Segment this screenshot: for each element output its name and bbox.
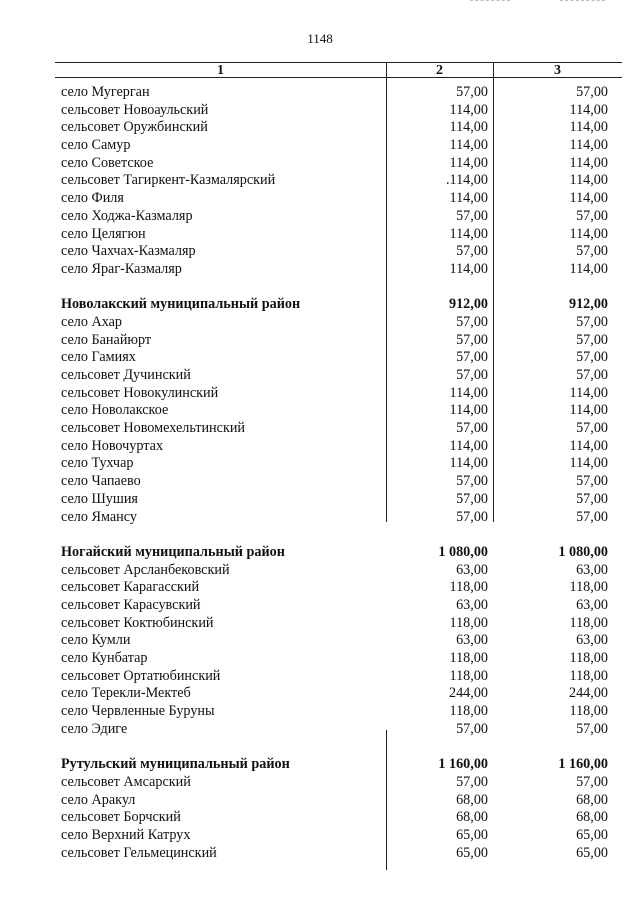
amount-column-2: 114,00	[449, 225, 488, 242]
amount-column-2: 65,00	[456, 844, 488, 861]
settlement-name: сельсовет Ортатюбинский	[61, 667, 221, 684]
amount-column-2: 57,00	[456, 349, 488, 366]
amount-column-3: 118,00	[569, 579, 608, 596]
table-row	[55, 615, 622, 633]
table-row	[55, 438, 622, 456]
amount-column-2: 57,00	[456, 243, 488, 260]
amount-column-2: 118,00	[449, 650, 488, 666]
district-row	[55, 296, 622, 314]
column-header-3: 3	[554, 63, 561, 78]
amount-column-3: 57,00	[576, 84, 608, 100]
settlement-name: сельсовет Борчский	[61, 809, 181, 826]
amount-column-3: 1 080,00	[558, 543, 608, 560]
amount-column-3: 63,00	[576, 596, 608, 613]
table-row	[55, 190, 622, 208]
table-row	[55, 703, 622, 721]
settlement-name: село Шушия	[61, 490, 138, 507]
amount-column-2: 63,00	[456, 632, 488, 649]
settlement-name: Ногайский муниципальный район	[61, 543, 285, 560]
settlement-name: село Советское	[61, 154, 154, 171]
settlement-name: село Чапаево	[61, 473, 141, 490]
amount-column-2: 118,00	[449, 614, 488, 631]
settlement-name: село Целягюн	[61, 225, 146, 242]
settlement-name: село Ходжа-Казмаляр	[61, 207, 193, 224]
amount-column-2: 57,00	[456, 508, 488, 525]
settlement-name: село Яраг-Казмаляр	[61, 260, 182, 277]
table-row	[55, 243, 622, 261]
amount-column-3: 114,00	[569, 402, 608, 419]
amount-column-3: 57,00	[576, 508, 608, 525]
scan-edge-mark	[560, 0, 605, 2]
amount-column-3: 57,00	[576, 490, 608, 507]
table-row	[55, 332, 622, 350]
table-row	[55, 420, 622, 438]
amount-column-3: 57,00	[576, 313, 608, 330]
amount-column-3: 57,00	[576, 331, 608, 348]
table-row	[55, 774, 622, 792]
amount-column-3: 244,00	[568, 685, 608, 702]
amount-column-3: 114,00	[569, 119, 608, 136]
district-row	[55, 544, 622, 562]
amount-column-2: 57,00	[456, 773, 488, 790]
settlement-name: село Тухчар	[61, 455, 134, 472]
table-row	[55, 208, 622, 226]
amount-column-3: 57,00	[576, 420, 608, 437]
amount-column-3: 65,00	[576, 826, 608, 843]
table-row	[55, 455, 622, 473]
amount-column-2: 57,00	[456, 313, 488, 330]
table-row	[55, 509, 622, 527]
amount-column-2: 57,00	[456, 367, 488, 383]
amount-column-2: 118,00	[449, 579, 488, 596]
settlement-name: село Новолакское	[61, 402, 169, 419]
amount-column-3: 57,00	[576, 207, 608, 224]
amount-column-2: 57,00	[456, 473, 488, 490]
table-row	[55, 314, 622, 332]
amount-column-2: 114,00	[449, 154, 488, 171]
amount-column-3: 114,00	[569, 101, 608, 118]
settlement-name: село Терекли-Мектеб	[61, 685, 191, 702]
table-row	[55, 562, 622, 580]
amount-column-3: 118,00	[569, 614, 608, 631]
settlement-name: село Банайюрт	[61, 331, 152, 348]
amount-column-2: 114,00	[449, 137, 488, 154]
table-body	[55, 84, 622, 862]
amount-column-3: 114,00	[569, 455, 608, 472]
amount-column-3: 118,00	[569, 650, 608, 666]
settlement-name: село Червленные Буруны	[61, 703, 215, 720]
district-row	[55, 756, 622, 774]
settlement-name: село Филя	[61, 190, 124, 207]
amount-column-3: 118,00	[569, 667, 608, 684]
amount-column-2: 114,00	[449, 119, 488, 136]
table-row	[55, 668, 622, 686]
amount-column-2: 244,00	[448, 685, 488, 702]
settlement-name: село Самур	[61, 137, 131, 154]
column-header-1: 1	[217, 63, 224, 78]
settlement-name: сельсовет Амсарский	[61, 773, 191, 790]
table-row	[55, 119, 622, 137]
table-row	[55, 172, 622, 190]
settlement-name: сельсовет Оружбинский	[61, 119, 208, 136]
table-row	[55, 137, 622, 155]
amount-column-2: 114,00	[449, 260, 488, 277]
amount-column-2: 68,00	[456, 809, 488, 826]
table-row	[55, 721, 622, 739]
table-row	[55, 491, 622, 509]
amount-column-3: 63,00	[576, 632, 608, 649]
amount-column-2: 114,00	[449, 402, 488, 419]
amount-column-2: 63,00	[456, 596, 488, 613]
settlement-name: село Кумли	[61, 632, 131, 649]
table-row	[55, 349, 622, 367]
amount-column-2: 114,00	[449, 101, 488, 118]
settlement-name: село Аракул	[61, 791, 136, 808]
amount-column-2: 57,00	[456, 720, 488, 737]
table-row	[55, 473, 622, 491]
amount-column-3: 57,00	[576, 367, 608, 383]
table-row	[55, 827, 622, 845]
settlement-name: сельсовет Карагасский	[61, 579, 200, 596]
amount-column-3: 114,00	[569, 137, 608, 154]
table-spacer-row	[55, 279, 622, 297]
amount-column-3: 57,00	[576, 349, 608, 366]
amount-column-3: 65,00	[576, 844, 608, 861]
amount-column-2: 1 160,00	[438, 756, 488, 773]
amount-column-2: 114,00	[449, 190, 488, 207]
settlement-name: село Ахар	[61, 313, 123, 330]
scan-edge-mark	[470, 0, 510, 2]
amount-column-2: 1 080,00	[438, 543, 488, 560]
table-row	[55, 402, 622, 420]
amount-column-2: 118,00	[449, 703, 488, 720]
amount-column-3: 114,00	[569, 437, 608, 454]
table-row	[55, 632, 622, 650]
table-row	[55, 792, 622, 810]
amount-column-2: 114,00	[449, 455, 488, 472]
amount-column-2: 912,00	[448, 296, 488, 313]
amount-column-3: 114,00	[569, 384, 608, 401]
settlement-name: Новолакский муниципальный район	[61, 296, 301, 313]
amount-column-3: 57,00	[576, 720, 608, 737]
settlement-name: сельсовет Дучинский	[61, 367, 191, 383]
amount-column-3: 57,00	[576, 773, 608, 790]
page-number: 1148	[307, 31, 333, 46]
amount-column-2: 57,00	[456, 207, 488, 224]
amount-column-3: 68,00	[576, 809, 608, 826]
amount-column-2: 68,00	[456, 791, 488, 808]
amount-column-3: 114,00	[569, 190, 608, 207]
table-row	[55, 579, 622, 597]
amount-column-3: 57,00	[576, 243, 608, 260]
settlement-name: село Ямансу	[61, 508, 137, 525]
settlement-name: село Мугерган	[61, 84, 150, 100]
settlement-name: село Кунбатар	[61, 650, 148, 666]
amount-column-2: 114,00	[449, 437, 488, 454]
settlement-name: сельсовет Новомехельтинский	[61, 420, 246, 437]
settlement-name: село Эдиге	[61, 720, 128, 737]
amount-column-3: 118,00	[569, 703, 608, 720]
amount-column-2: 57,00	[456, 84, 488, 100]
amount-column-3: 114,00	[569, 154, 608, 171]
table-row	[55, 685, 622, 703]
amount-column-2: 114,00	[449, 384, 488, 401]
amount-column-2: 63,00	[456, 561, 488, 578]
table-row	[55, 385, 622, 403]
amount-column-3: 114,00	[569, 172, 608, 189]
amount-column-3: 63,00	[576, 561, 608, 578]
amount-column-2: .114,00	[445, 172, 488, 189]
settlement-name: сельсовет Гельмецинский	[61, 844, 217, 861]
settlement-name: село Гамиях	[61, 349, 136, 366]
settlement-name: село Новочуртах	[61, 437, 164, 454]
amount-column-3: 114,00	[569, 260, 608, 277]
table-row	[55, 102, 622, 120]
settlement-name: Рутульский муниципальный район	[61, 756, 290, 773]
table-spacer-row	[55, 526, 622, 544]
table-row	[55, 650, 622, 668]
amount-column-2: 65,00	[456, 826, 488, 843]
table-row	[55, 845, 622, 863]
settlement-name: сельсовет Тагиркент-Казмалярский	[61, 172, 276, 189]
amount-column-3: 57,00	[576, 473, 608, 490]
table-row	[55, 809, 622, 827]
amount-column-2: 118,00	[449, 667, 488, 684]
table-row	[55, 155, 622, 173]
column-header-2: 2	[436, 63, 443, 78]
settlement-name: село Чахчах-Казмаляр	[61, 243, 196, 260]
table-spacer-row	[55, 738, 622, 756]
amount-column-2: 57,00	[456, 331, 488, 348]
amount-column-3: 912,00	[568, 296, 608, 313]
amount-column-3: 1 160,00	[558, 756, 608, 773]
settlement-name: сельсовет Арсланбековский	[61, 561, 230, 578]
settlement-name: село Верхний Катрух	[61, 826, 191, 843]
amount-column-3: 114,00	[569, 225, 608, 242]
settlement-name: сельсовет Новоаульский	[61, 101, 209, 118]
table-row	[55, 367, 622, 385]
table-row	[55, 261, 622, 279]
amount-column-2: 57,00	[456, 420, 488, 437]
amount-column-3: 68,00	[576, 791, 608, 808]
settlement-name: сельсовет Карасувский	[61, 596, 201, 613]
table-row	[55, 84, 622, 102]
settlement-name: сельсовет Новокулинский	[61, 384, 219, 401]
table-row	[55, 597, 622, 615]
settlement-name: сельсовет Коктюбинский	[61, 614, 214, 631]
amount-column-2: 57,00	[456, 490, 488, 507]
table-row	[55, 226, 622, 244]
